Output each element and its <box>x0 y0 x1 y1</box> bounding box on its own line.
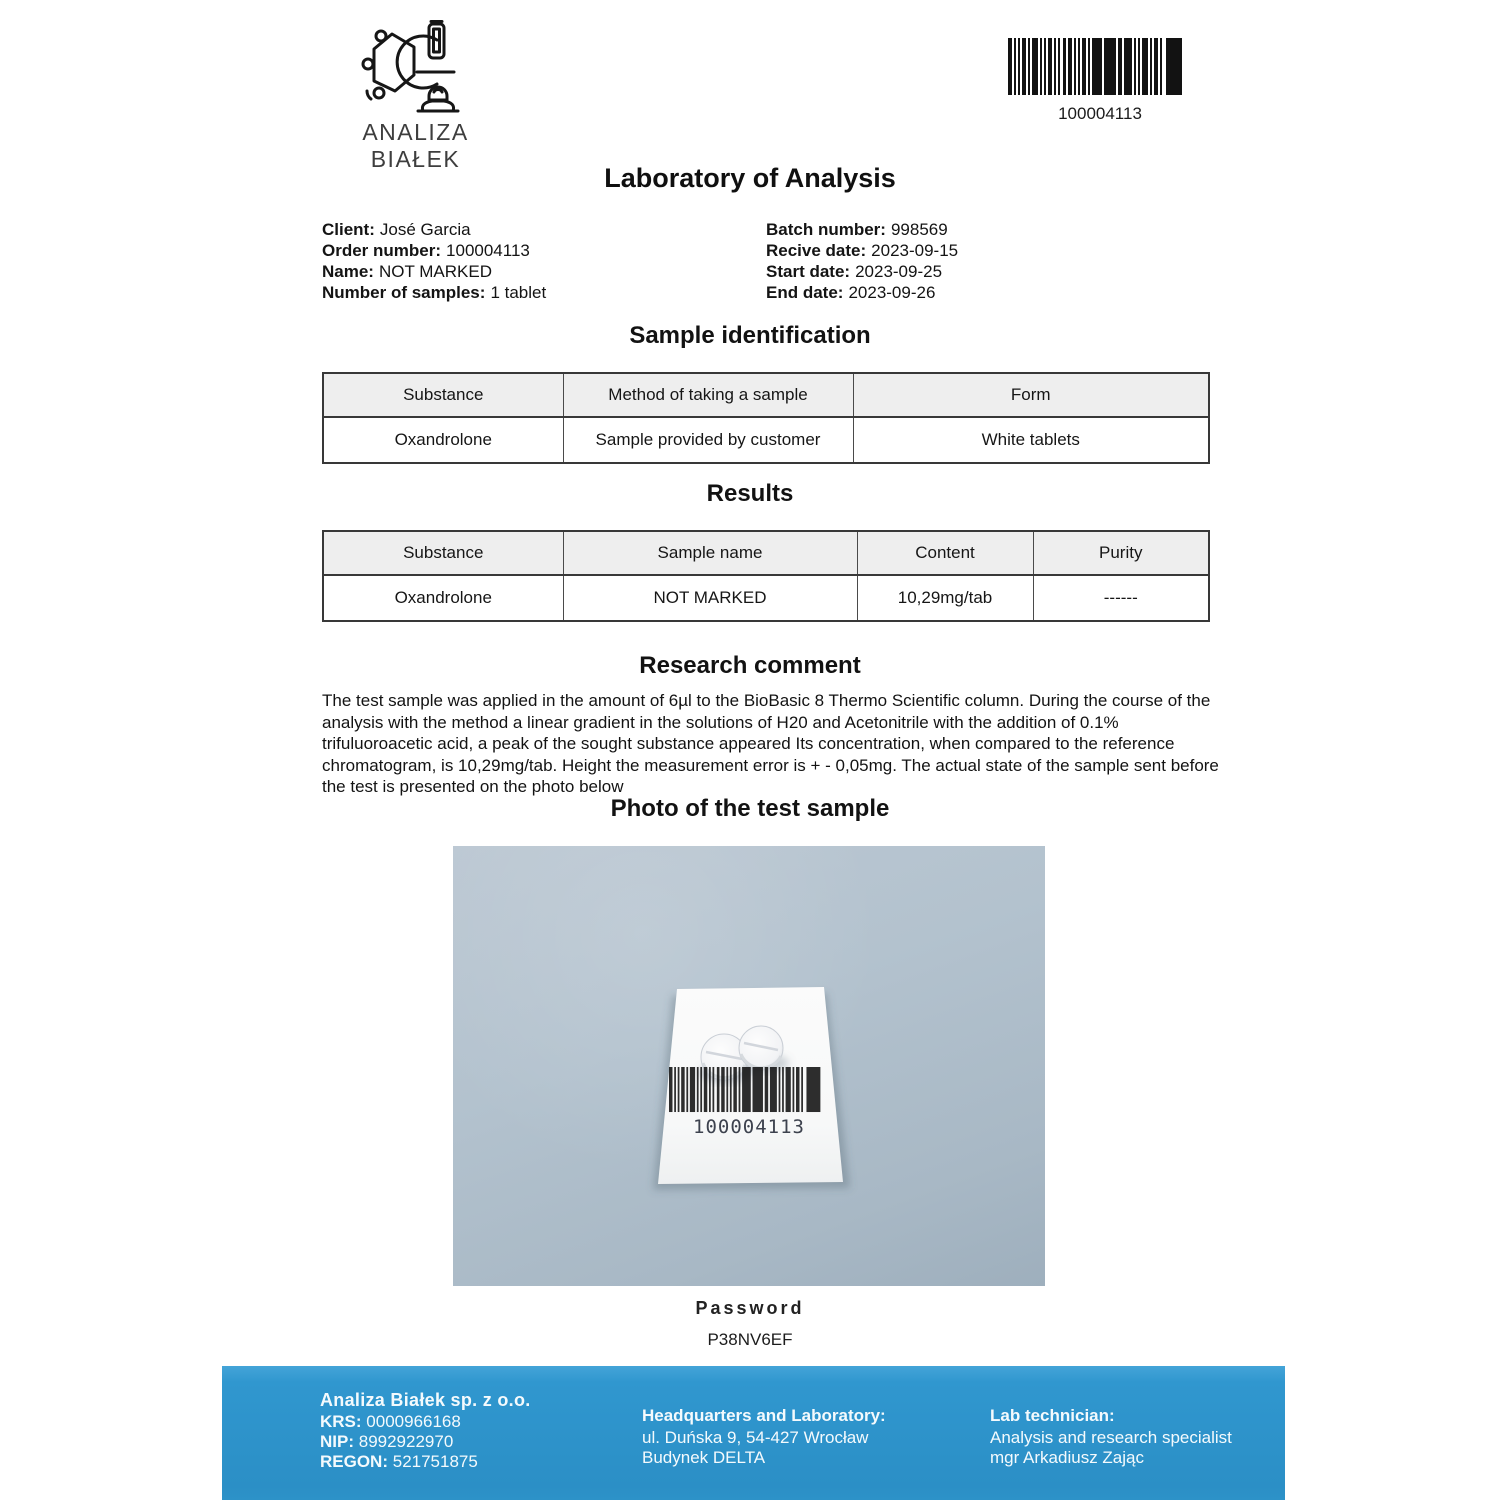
footer-tech-name: mgr Arkadiusz Zając <box>990 1448 1144 1467</box>
table-header-row <box>323 531 1209 575</box>
table-cell: Oxandrolone <box>323 417 563 463</box>
info-value: 100004113 <box>446 241 530 260</box>
info-label: Client: <box>322 220 375 239</box>
order-barcode-number: 100004113 <box>1058 104 1142 123</box>
info-label: Start date: <box>766 262 851 281</box>
photo-barcode-icon <box>669 1067 820 1112</box>
info-value: 2023-09-15 <box>871 241 959 260</box>
info-line <box>766 261 958 282</box>
info-label: Batch number: <box>766 220 886 239</box>
section-title-photo: Photo of the test sample <box>610 795 890 822</box>
table-header-cell: Purity <box>1033 531 1209 575</box>
footer-company-nip: NIP: 8992922970 <box>320 1432 454 1451</box>
table-cell: NOT MARKED <box>563 575 857 621</box>
results-table <box>322 530 1210 622</box>
info-value: NOT MARKED <box>378 262 493 281</box>
footer-hq-block <box>642 1406 886 1468</box>
table-header-cell: Sample name <box>563 531 857 575</box>
table-header-cell: Substance <box>323 373 563 417</box>
info-value: 998569 <box>890 220 948 239</box>
info-line <box>322 240 546 261</box>
sample-identification-table <box>322 372 1210 464</box>
table-cell: 10,29mg/tab <box>857 575 1033 621</box>
brand-name: ANALIZA BIAŁEK <box>362 119 469 172</box>
footer <box>222 1366 1285 1500</box>
footer-company-block <box>320 1390 531 1472</box>
footer-company-krs: KRS: 0000966168 <box>320 1412 461 1431</box>
photo-barcode-number: 100004113 <box>693 1116 805 1138</box>
info-label: End date: <box>766 283 844 302</box>
footer-tech-title: Lab technician: <box>990 1406 1115 1425</box>
batch-info-block <box>766 219 958 303</box>
info-label: Name: <box>322 262 374 281</box>
footer-company-name: Analiza Białek sp. z o.o. <box>320 1390 531 1410</box>
section-title-research-comment: Research comment <box>639 652 861 679</box>
brand-block <box>318 20 513 173</box>
password-value: P38NV6EF <box>707 1330 793 1349</box>
section-title-results: Results <box>706 480 794 507</box>
info-label: Number of samples: <box>322 283 486 302</box>
info-label: Recive date: <box>766 241 867 260</box>
client-info-block <box>322 219 546 303</box>
table-row <box>323 575 1209 621</box>
footer-hq-title: Headquarters and Laboratory: <box>642 1406 886 1425</box>
page-title: Laboratory of Analysis <box>604 163 896 193</box>
password-label: Password <box>695 1298 805 1318</box>
order-barcode-block <box>1005 38 1195 124</box>
table-cell: ------ <box>1033 575 1209 621</box>
info-line <box>322 261 546 282</box>
table-cell: Oxandrolone <box>323 575 563 621</box>
table-header-cell: Substance <box>323 531 563 575</box>
footer-hq-building: Budynek DELTA <box>642 1448 766 1467</box>
info-line <box>322 219 546 240</box>
table-row <box>323 417 1209 463</box>
info-value: 2023-09-26 <box>848 283 936 302</box>
table-cell: Sample provided by customer <box>563 417 853 463</box>
table-header-row <box>323 373 1209 417</box>
info-label: Order number: <box>322 241 442 260</box>
lab-logo-icon <box>357 20 475 116</box>
table-cell: White tablets <box>853 417 1209 463</box>
footer-company-regon: REGON: 521751875 <box>320 1452 478 1471</box>
research-comment-text: The test sample was applied in the amount of 6µl to the BioBasic 8 Thermo Scientific column. During the course of the analysis with the method a linear gradient in the solutions of H20 and Acetonitrile with the addition of 0.1% trifuluoroacetic acid, a peak of the sought substance appeared Its concentration, when compared to the reference chromatogram, is 10,29mg/tab. Height the measurement error is + - 0,05mg. The actual state of the sample sent before the test is presented on the photo below <box>322 691 1219 796</box>
table-header-cell: Content <box>857 531 1033 575</box>
sample-photo <box>453 846 1045 1286</box>
footer-hq-address: ul. Duńska 9, 54-427 Wrocław <box>642 1428 869 1447</box>
info-line <box>766 219 958 240</box>
footer-tech-block <box>990 1406 1232 1468</box>
info-line <box>322 282 546 303</box>
barcode-icon <box>1008 38 1192 95</box>
section-title-sample-identification: Sample identification <box>629 322 871 349</box>
info-value: 2023-09-25 <box>855 262 943 281</box>
info-value: José Garcia <box>379 220 471 239</box>
info-line <box>766 282 958 303</box>
tablet <box>739 1026 783 1070</box>
footer-tech-specialist: Analysis and research specialist <box>990 1428 1232 1447</box>
table-header-cell: Form <box>853 373 1209 417</box>
info-value: 1 tablet <box>490 283 547 302</box>
info-line <box>766 240 958 261</box>
table-header-cell: Method of taking a sample <box>563 373 853 417</box>
